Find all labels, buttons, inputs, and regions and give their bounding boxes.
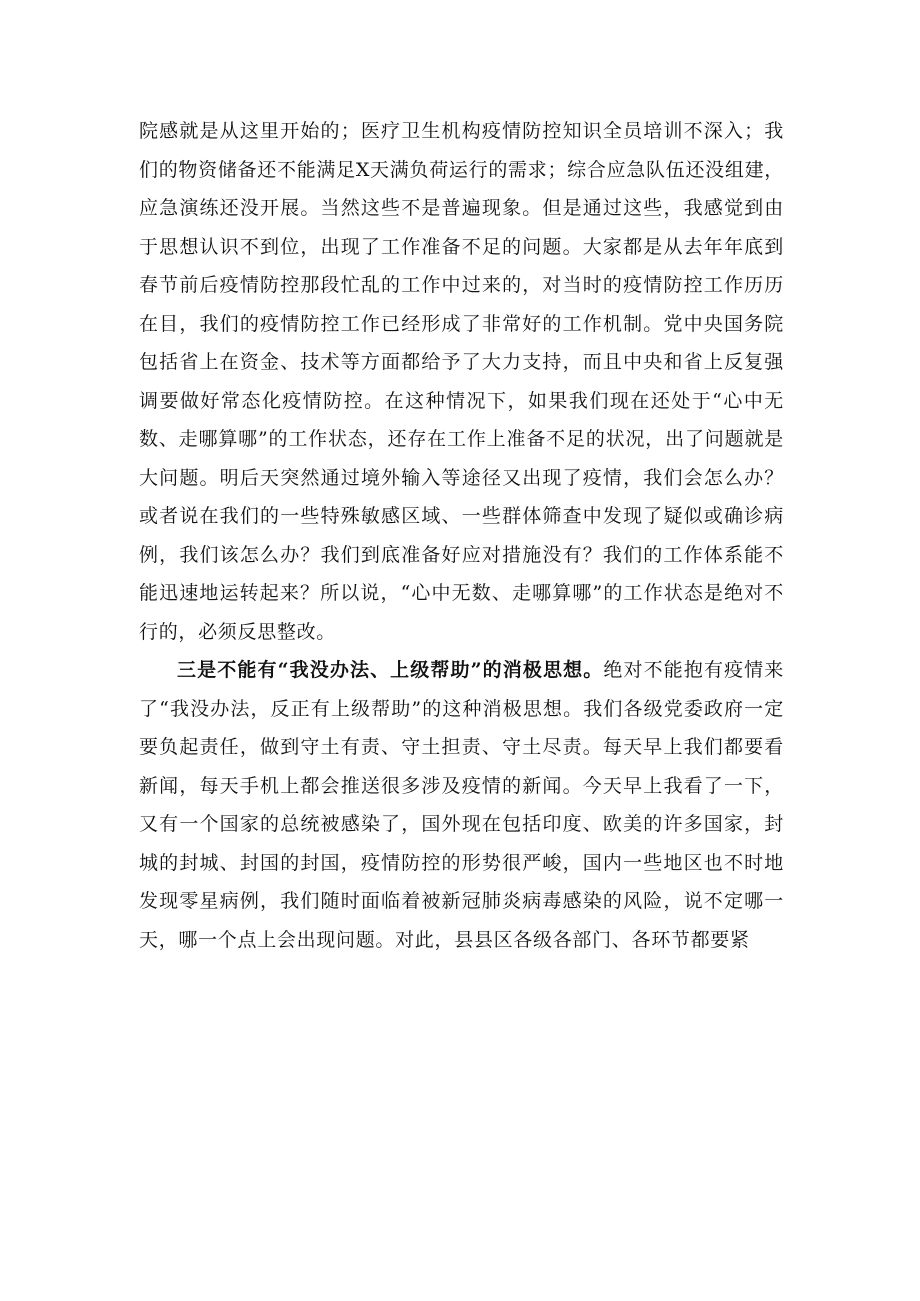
paragraph-heading-bold: 三是不能有“我没办法、上级帮助”的消极思想。 [177, 659, 604, 681]
paragraph-third-point [139, 651, 784, 959]
document-body [139, 112, 784, 959]
paragraph-body-text: 绝对不能抱有疫情来了“我没办法，反正有上级帮助”的这种消极思想。我们各级党委政府一定要负起责任，做到守土有责、守土担责、守土尽责。每天早上我们都要看新闻，每天手机上都会推送很多涉及疫情的新闻。今天早上我看了一下，又有一个国家的总统被感染了，国外现在包括印度、欧美的许多国家，封城的封城、封国的封国，疫情防控的形势很严峻，国内一些地区也不时地发现零星病例，我们随时面临着被新冠肺炎病毒感染的风险，说不定哪一天，哪一个点上会出现问题。对此，县县区各级各部门、各环节都要紧 [139, 659, 784, 951]
paragraph-continuation: 院感就是从这里开始的；医疗卫生机构疫情防控知识全员培训不深入；我们的物资储备还不能满足X天满负荷运行的需求；综合应急队伍还没组建，应急演练还没开展。当然这些不是普遍现象。但是通过这些，我感觉到由于思想认识不到位，出现了工作准备不足的问题。大家都是从去年年底到春节前后疫情防控那段忙乱的工作中过来的，对当时的疫情防控工作历历在目，我们的疫情防控工作已经形成了非常好的工作机制。党中央国务院包括省上在资金、技术等方面都给予了大力支持，而且中央和省上反复强调要做好常态化疫情防控。在这种情况下，如果我们现在还处于“心中无数、走哪算哪”的工作状态，还存在工作上准备不足的状况，出了问题就是大问题。明后天突然通过境外输入等途径又出现了疫情，我们会怎么办？或者说在我们的一些特殊敏感区域、一些群体筛查中发现了疑似或确诊病例，我们该怎么办？我们到底准备好应对措施没有？我们的工作体系能不能迅速地运转起来？所以说，“心中无数、走哪算哪”的工作状态是绝对不行的，必须反思整改。 [139, 120, 784, 643]
